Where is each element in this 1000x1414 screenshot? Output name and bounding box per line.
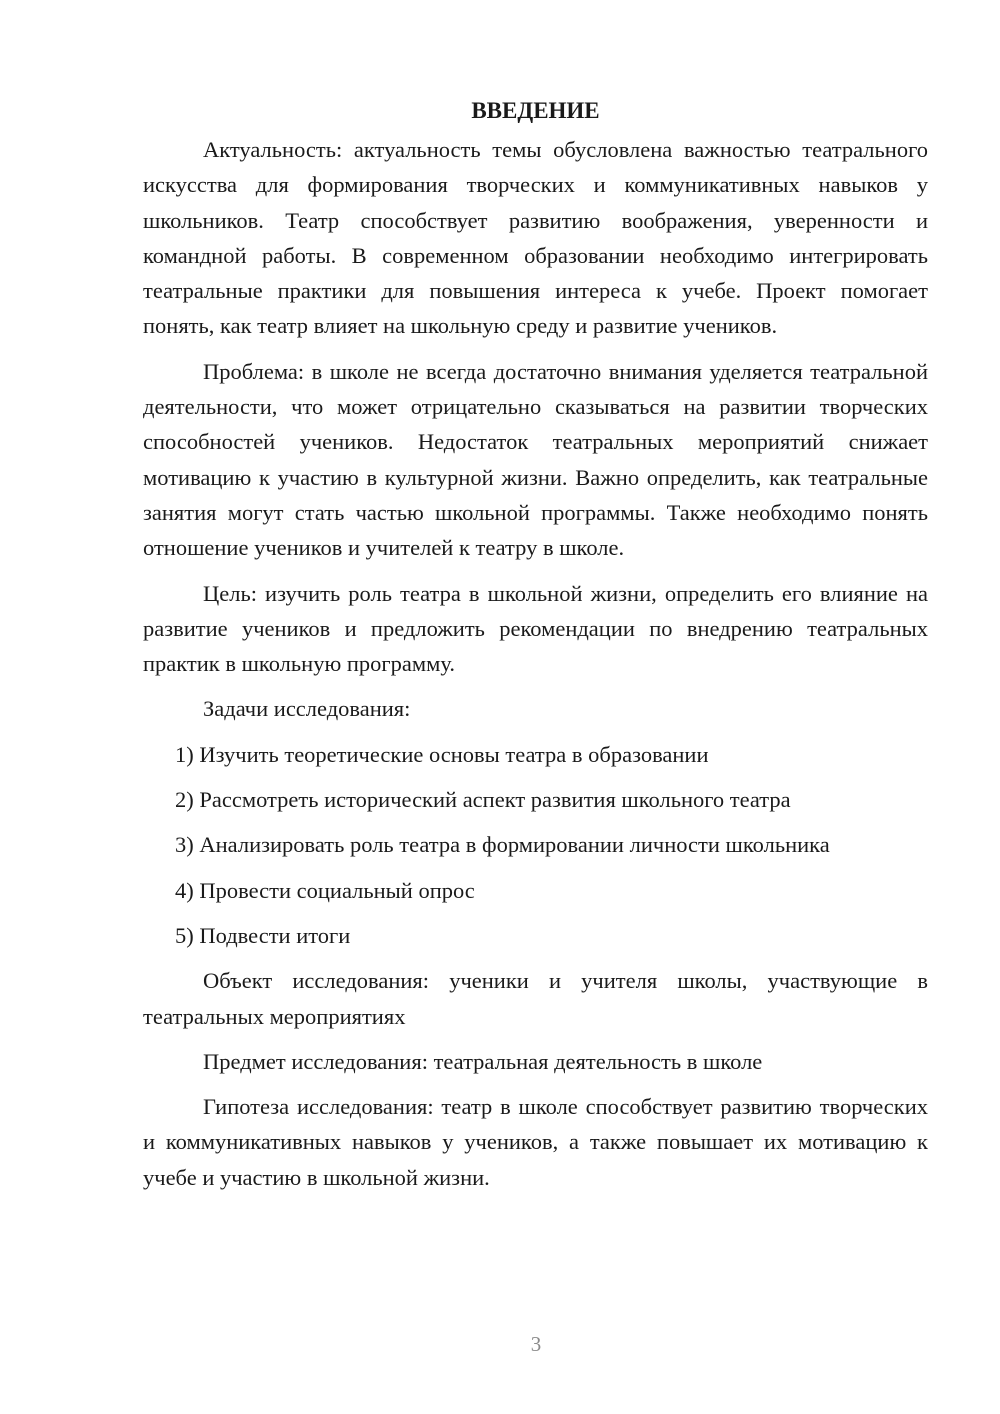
page-number: 3	[530, 1332, 542, 1356]
section-title: ВВЕДЕНИЕ	[471, 98, 600, 123]
subject-paragraph: Предмет исследования: театральная деятельность в школе	[203, 1048, 763, 1074]
problem-paragraph: Проблема: в школе не всегда достаточно внимания уделяется театральной деятельности, что может отрицательно сказываться на развитии творческих способностей учеников. Недостаток театральных мероприятий снижает мотивацию к участию в культурной жизни. Важно определить, как театральные занятия могут стать частью школьной программы. Также необходимо понять отношение учеников и учителей к театру в школе.	[143, 358, 928, 561]
tasks-list	[143, 737, 928, 953]
hypothesis-paragraph: Гипотеза исследования: театр в школе способствует развитию творческих и коммуникативных навыков у учеников, а также повышает их мотивацию к учебе и участию в школьной жизни.	[143, 1094, 928, 1190]
goal-paragraph: Цель: изучить роль театра в школьной жизни, определить его влияние на развитие учеников и предложить рекомендации по внедрению театральных практик в школьную программу.	[143, 580, 928, 677]
task-item: 4) Провести социальный опрос	[175, 877, 475, 903]
task-item: 2) Рассмотреть исторический аспект развития школьного театра	[175, 787, 791, 813]
task-item: 1) Изучить теоретические основы театра в образовании	[175, 741, 709, 767]
task-item: 3) Анализировать роль театра в формировании личности школьника	[175, 832, 830, 858]
tasks-heading: Задачи исследования:	[203, 696, 411, 722]
relevance-paragraph: Актуальность: актуальность темы обусловлена важностью театрального искусства для формирования творческих и коммуникативных навыков у школьников. Театр способствует развитию воображения, уверенности и командной работы. В современном образовании необходимо интегрировать театральные практики для повышения интереса к учебе. Проект помогает понять, как театр влияет на школьную среду и развитие учеников.	[143, 137, 928, 339]
document-page	[143, 94, 928, 1205]
object-paragraph: Объект исследования: ученики и учителя школы, участвующие в театральных мероприятиях	[143, 968, 928, 1029]
task-item: 5) Подвести итоги	[175, 922, 351, 948]
